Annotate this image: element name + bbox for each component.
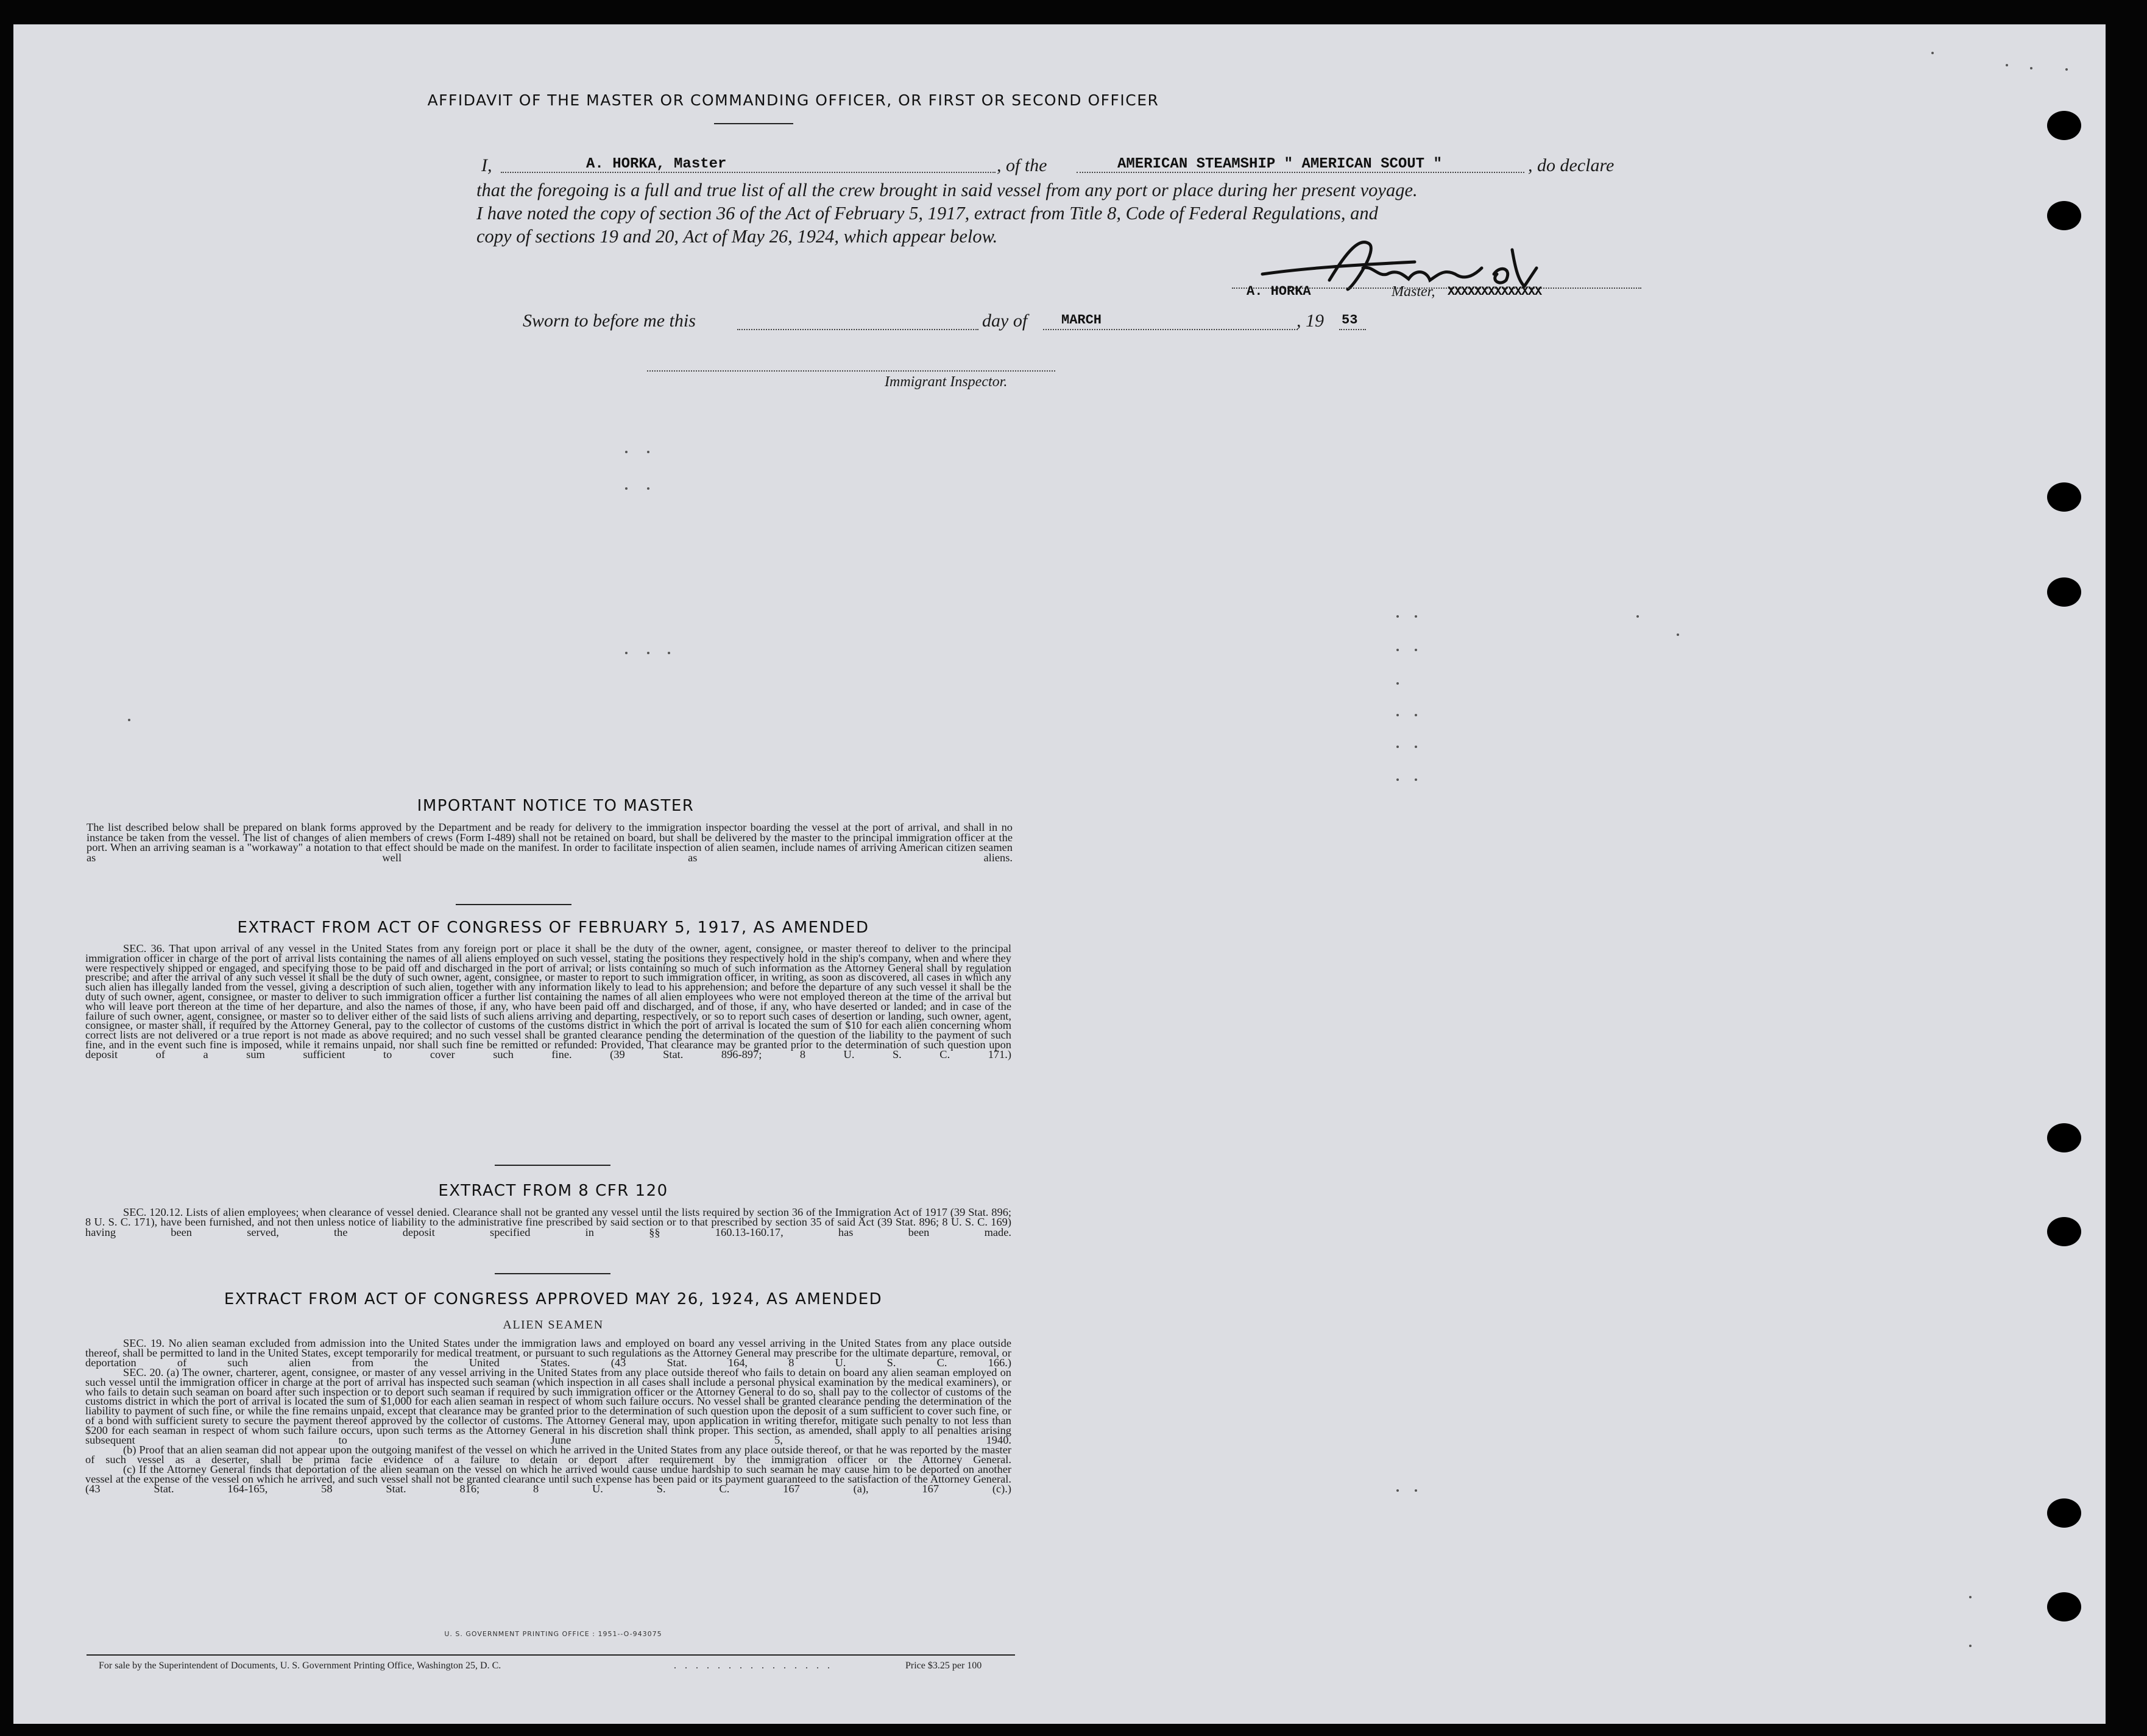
section-36-paragraph: SEC. 36. That upon arrival of any vessel in the United States from any foreign port or place it shall be the duty of the owner, agent, consignee, or master thereof to deliver to the principal immigration officer in charge of the port of arrival lists containing the names of all aliens employed on such vessel, stating the positions they respectively hold in the ship's company, when and where they were respectively shipped or engaged, and specifying those to be paid off and discharged in the port of arrival; or lists containing so much of such information as the Attorney General shall by regulation prescribe; and after the arrival of any such vessel it shall be the duty of such owner, agent, consignee, or master to report to such immigration officer, in writing, as soon as discovered, all cases in which any such alien has illegally landed from the vessel, giving a description of such alien, together with any information likely to lead to his apprehension; and before the departure of any such vessel it shall be the duty of such owner, agent, consignee, or master to deliver to such immigration officer a further list containing the names of all alien employees who were not employed thereon at the time of the arrival but who will leave port thereon at the time of her departure, and also the names of those, if any, who have been paid off and discharged, and of those, if any, who have deserted or landed; and in case of the failure of such owner, agent, consignee, or master so to deliver either of the said lists of such aliens arriving and departing, respectively, or so to report such cases of desertion or landing, such owner, agent, consignee, or master shall, if required by the Attorney General, pay to the collector of customs of the customs district in which the port of arrival is located the sum of $10 for each alien concerning whom correct lists are not delivered or a true report is not made as above required; and no such vessel shall be granted clearance pending the determination of the question of the liability to the payment of such fine, and in the event such fine is imposed, while it remains unpaid, nor shall such fine be remitted or refunded: Provided, That clearance may be granted prior to the determination of such question upon deposit of a sum sufficient to cover such fine. (39 Stat. 896-897; 8 U. S. C. 171.) [85,942,1011,1060]
punch-hole [2047,1217,2081,1246]
footer-sale-note: For sale by the Superintendent of Documents, U. S. Government Printing Office, Washington 25, D. C. [99,1660,501,1671]
inspector-blank [647,370,1055,372]
punch-hole [2047,577,2081,607]
extract-1917-text [85,944,1011,1060]
paper-speck [647,487,649,490]
paper-speck [668,652,670,654]
year-prefix: , 19 [1296,311,1324,331]
paper-speck [128,719,130,721]
section-19-paragraph: SEC. 19. No alien seaman excluded from admission into the United States under the immigration laws and employed on board any vessel arriving in the United States from any place outside thereof, shall be permitted to land in the United States, except temporarily for medical treatment, or pursuant to such regulations as the Attorney General may prescribe for the ultimate departure, removal, or deportation of such alien from the United States. (43 Stat. 164, 8 U. S. C. 166.) [85,1337,1011,1369]
day-of-text: day of [982,311,1028,331]
sworn-text: Sworn to before me this [523,311,696,331]
struck-title: XXXXXXXXXXXXXX [1448,285,1542,299]
punch-hole [2047,201,2081,230]
paper-speck [1396,1489,1399,1492]
paper-speck [1396,682,1399,685]
punch-hole [2047,111,2081,140]
paper-speck [2006,64,2008,66]
name-blank [501,172,996,173]
affidavit-line-3: I have noted the copy of section 36 of the Act of February 5, 1917, extract from Title 8, Code of Federal Regulations, and [476,203,1378,224]
extract-1924-title: EXTRACT FROM ACT OF CONGRESS APPROVED MAY 26, 1924, AS AMENDED [224,1290,883,1308]
punch-hole [2047,1498,2081,1528]
paper-speck [625,652,628,654]
notice-paragraph: The list described below shall be prepared on blank forms approved by the Department and be ready for delivery to the immigration inspector boarding the vessel at the port of arrival, and shall in no instance be taken from the vessel. The list of changes of alien members of crews (Form I-489) shall not be retained on board, but shall be delivered by the master to the principal immigration officer at the port. When an arriving seaman is a "workaway" a notation to that effect should be made on the manifest. In order to facilitate inspection of alien seamen, include names of arriving American citizen seamen as well as aliens. [87,821,1013,864]
year-blank [1339,329,1366,330]
notice-divider [456,904,571,905]
footer-rule [87,1654,1015,1656]
section-20b-paragraph: (b) Proof that an alien seaman did not appear upon the outgoing manifest of the vessel on which he arrived in the United States from any place outside thereof, or that he was reported by the master of such vessel as a deserter, shall be prima facie evidence of a failure to detain or deport after requirement by the immigration officer or the Attorney General. [85,1443,1011,1466]
punch-hole [2047,482,2081,512]
day-blank [737,329,978,330]
printing-office-line: U. S. GOVERNMENT PRINTING OFFICE : 1951--O-943075 [444,1630,662,1638]
affidavit-i: I, [481,155,492,175]
paper-speck [1415,714,1417,716]
paper-speck [2065,68,2068,71]
section-120-12-paragraph: SEC. 120.12. Lists of alien employees; when clearance of vessel denied. Clearance shall not be granted any vessel until the lists required by section 36 of the Immigration Act of 1917 (39 Stat. 896; 8 U. S. C. 171), have been furnished, and not then unless notice of liability to the administrative fine prescribed by said section or to that prescribed by section 35 of said Act (39 Stat. 896; 8 U. S. C. 169) having been served, the deposit specified in §§ 160.13-160.17, has been made. [85,1206,1011,1238]
affidavit-line-2: that the foregoing is a full and true list of all the crew brought in said vessel from any port or place during her present voyage. [476,180,1418,200]
month-value: MARCH [1061,312,1102,328]
paper-speck [1415,1489,1417,1492]
cfr-divider [495,1273,610,1274]
footer-price: Price $3.25 per 100 [905,1660,982,1671]
notice-text [87,822,1013,863]
paper-speck [1677,633,1679,636]
vessel-name: AMERICAN STEAMSHIP " AMERICAN SCOUT " [1117,156,1442,172]
signature-role: Master, [1392,284,1435,300]
year-value: 53 [1342,312,1358,328]
paper-speck [625,451,628,453]
punch-hole [2047,1123,2081,1152]
signature-name: A. HORKA [1247,284,1311,299]
paper-speck [1396,778,1399,781]
affidavit-line-4: copy of sections 19 and 20, Act of May 26, 1924, which appear below. [476,226,998,247]
paper-speck [625,487,628,490]
affidavit-title: AFFIDAVIT OF THE MASTER OR COMMANDING OFFICER, OR FIRST OR SECOND OFFICER [427,91,1159,109]
footer-leader-dots: ............... [674,1660,838,1671]
paper-speck [647,451,649,453]
paper-speck [1396,714,1399,716]
paper-speck [1415,778,1417,781]
paper-speck [1415,649,1417,651]
extract-1917-title: EXTRACT FROM ACT OF CONGRESS OF FEBRUARY 5, 1917, AS AMENDED [237,919,869,937]
paper-speck [1396,615,1399,618]
paper-speck [1969,1596,1972,1598]
month-blank [1043,329,1298,330]
paper-speck [1396,746,1399,748]
paper-speck [2030,67,2032,69]
paper-speck [647,652,649,654]
master-name: A. HORKA, Master [586,156,727,172]
title-divider [714,123,793,124]
punch-hole [2047,1592,2081,1621]
cfr-title: EXTRACT FROM 8 CFR 120 [438,1182,668,1200]
alien-seamen-subtitle: ALIEN SEAMEN [503,1318,604,1332]
cfr-text [85,1207,1011,1237]
form-page [13,24,2106,1724]
paper-speck [1931,52,1934,54]
paper-speck [1396,649,1399,651]
section-20a-paragraph: SEC. 20. (a) The owner, charterer, agent, consignee, or master of any vessel arriving in the United States from any place outside thereof who fails to detain on board any alien seaman employed on such vessel until the immigration officer in charge at the port of arrival has inspected such seaman (which inspection in all cases shall include a personal physical examination by the medical examiners), or who fails to detain such seaman on board after such inspection or to deport such seaman if required by such immigration officer or the Attorney General to do so, shall pay to the collector of customs of the customs district in which the port of arrival is located the sum of $1,000 for each alien seaman in respect of whom such failure occurs. No vessel shall be granted clearance pending the determination of the liability to payment of such fine, or while the fine remains unpaid, except that clearance may be granted prior to the determination of such question upon the deposit of a sum sufficient to cover such fine, or of a bond with sufficient surety to secure the payment thereof approved by the collector of customs. The Attorney General may, upon application in writing therefor, mitigate such penalty to not less than $200 for each seaman in respect of whom such failure occurs, upon such terms as the Attorney General in his discretion shall think proper. This section, as amended, shall apply to all penalties arising subsequent to June 5, 1940. [85,1366,1011,1447]
extract-1924-text [85,1339,1011,1494]
do-declare-text: , do declare [1528,155,1615,175]
paper-speck [1636,615,1639,618]
inspector-label: Immigrant Inspector. [885,374,1008,390]
section-20c-paragraph: (c) If the Attorney General finds that deportation of the alien seaman on the vessel on which he arrived would cause undue hardship to such seaman he may cause him to be deported on another vessel at the expense of the vessel on which he arrived, and such vessel shall not be granted clearance until such expense has been paid or its payment guaranteed to the satisfaction of the Attorney General. (43 Stat. 164-165, 58 Stat. 816; 8 U. S. C. 167 (a), 167 (c).) [85,1463,1011,1495]
paper-speck [1415,746,1417,748]
of-the-text: , of the [997,155,1047,175]
paper-speck [1415,615,1417,618]
paper-speck [1969,1645,1972,1647]
extract-1917-divider [495,1165,610,1166]
notice-title: IMPORTANT NOTICE TO MASTER [417,797,695,815]
